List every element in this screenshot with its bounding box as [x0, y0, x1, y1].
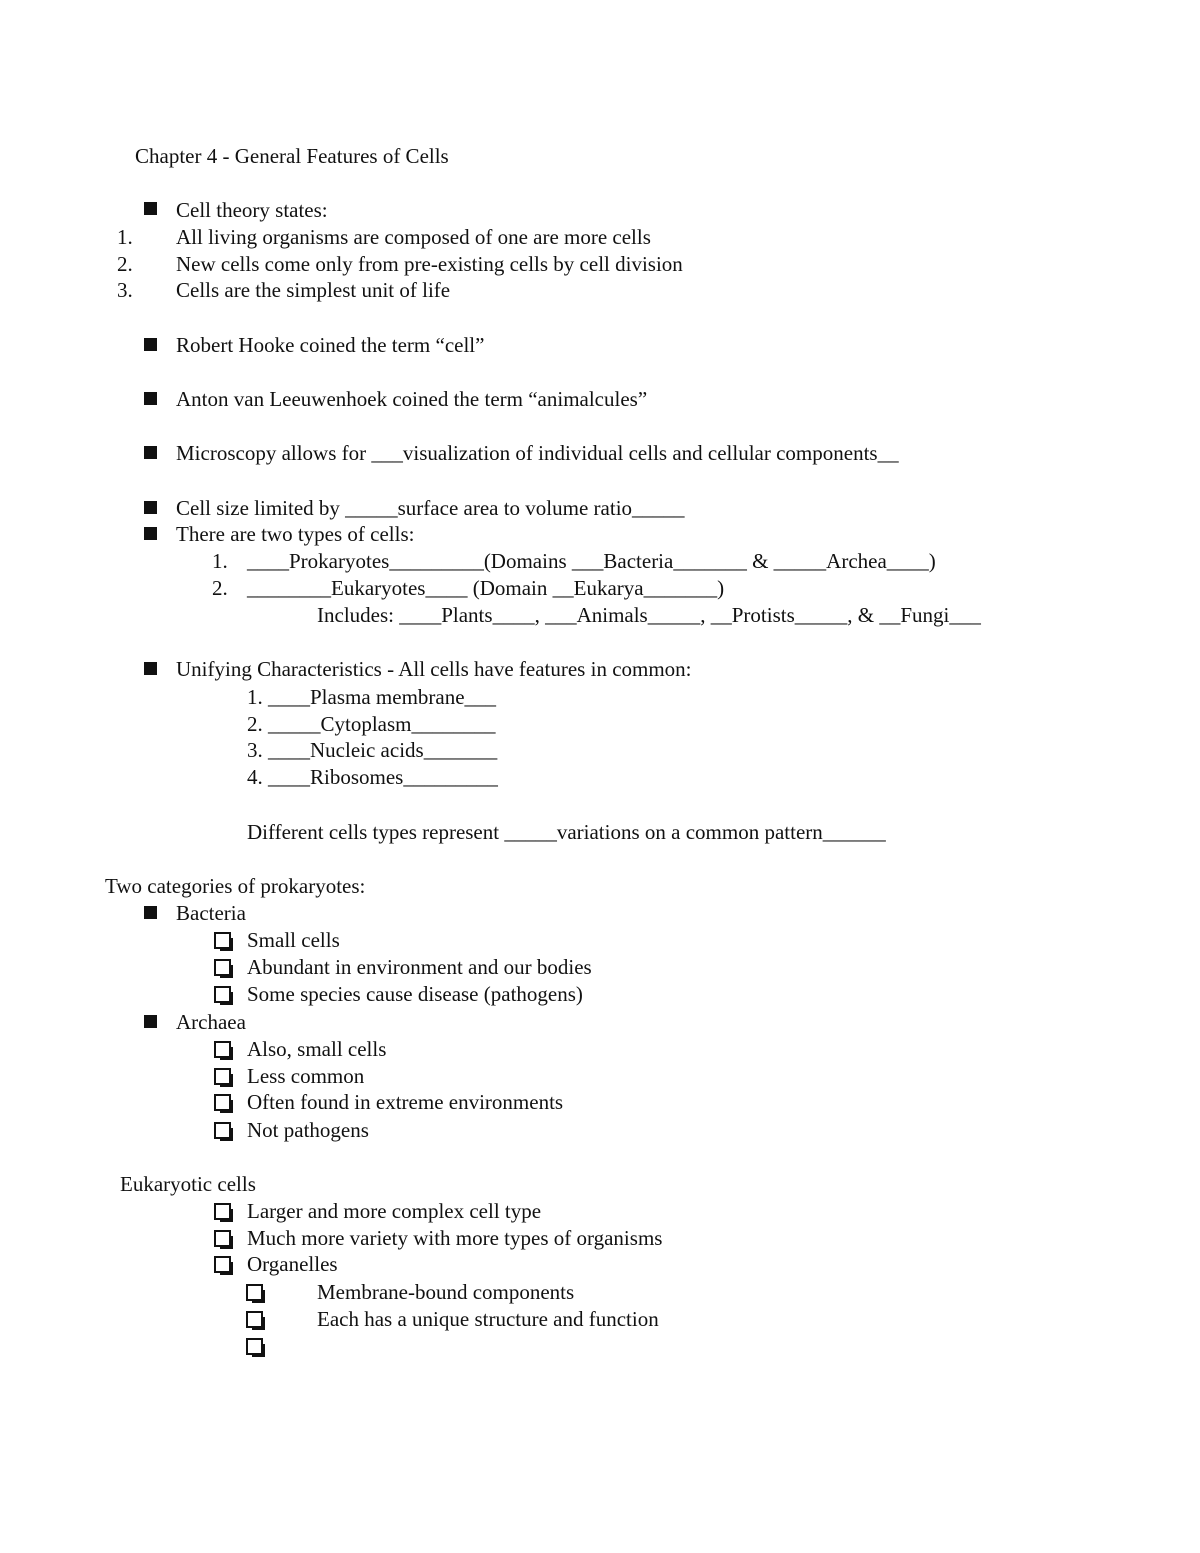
square-bullet-icon: [144, 1015, 157, 1028]
cell-type-item: ________Eukaryotes____ (Domain __Eukarya_______): [247, 576, 725, 600]
cell-theory-item: All living organisms are composed of one are more cells: [176, 225, 651, 249]
eukaryotic-heading: Eukaryotic cells: [120, 1172, 256, 1196]
unifying-item: 3. ____Nucleic acids_______: [247, 738, 498, 762]
square-bullet-icon: [144, 662, 157, 675]
cell-theory-item-number: 1.: [117, 225, 133, 249]
cell-theory-heading: Cell theory states:: [176, 198, 328, 222]
cell-type-item: ____Prokaryotes_________(Domains ___Bacteria_______ & _____Archea____): [247, 549, 936, 573]
archaea-item: Often found in extreme environments: [247, 1090, 564, 1114]
checkbox-bullet-icon: [246, 1311, 263, 1328]
unifying-item: 2. _____Cytoplasm________: [247, 712, 496, 736]
checkbox-bullet-icon: [214, 1068, 231, 1085]
cell-theory-item: New cells come only from pre-existing cells by cell division: [176, 252, 683, 276]
checkbox-bullet-icon: [214, 1041, 231, 1058]
square-bullet-icon: [144, 446, 157, 459]
square-bullet-icon: [144, 202, 157, 215]
square-bullet-icon: [144, 527, 157, 540]
archaea-label: Archaea: [176, 1010, 246, 1034]
unifying-note: Different cells types represent _____variations on a common pattern______: [247, 820, 886, 844]
unifying-heading: Unifying Characteristics - All cells have features in common:: [176, 657, 692, 681]
checkbox-bullet-icon: [214, 1203, 231, 1220]
square-bullet-icon: [144, 392, 157, 405]
cell-theory-item: Cells are the simplest unit of life: [176, 278, 451, 302]
unifying-item: 4. ____Ribosomes_________: [247, 765, 498, 789]
checkbox-bullet-icon: [214, 986, 231, 1003]
square-bullet-icon: [144, 501, 157, 514]
includes-line: Includes: ____Plants____, ___Animals_____, __Protists_____, & __Fungi___: [317, 603, 981, 627]
cell-size-fact: Cell size limited by _____surface area to volume ratio_____: [176, 496, 685, 520]
archaea-item: Not pathogens: [247, 1118, 369, 1142]
cell-theory-item-number: 2.: [117, 252, 133, 276]
bacteria-label: Bacteria: [176, 901, 246, 925]
microscopy-fact: Microscopy allows for ___visualization of individual cells and cellular components__: [176, 441, 899, 465]
checkbox-bullet-icon: [214, 959, 231, 976]
eukaryotic-item: Much more variety with more types of organisms: [247, 1226, 663, 1250]
cell-type-number: 2.: [212, 576, 228, 600]
eukaryotic-item: Organelles: [247, 1252, 338, 1276]
square-bullet-icon: [144, 906, 157, 919]
checkbox-bullet-icon: [214, 932, 231, 949]
cell-type-number: 1.: [212, 549, 228, 573]
chapter-title: Chapter 4 - General Features of Cells: [135, 144, 449, 168]
checkbox-bullet-icon: [246, 1284, 263, 1301]
unifying-item: 1. ____Plasma membrane___: [247, 685, 497, 709]
organelle-item: Membrane-bound components: [317, 1280, 575, 1304]
leeuwenhoek-fact: Anton van Leeuwenhoek coined the term “animalcules”: [176, 387, 648, 411]
checkbox-bullet-icon: [214, 1122, 231, 1139]
hooke-fact: Robert Hooke coined the term “cell”: [176, 333, 485, 357]
archaea-item: Less common: [247, 1064, 365, 1088]
prokaryotes-heading: Two categories of prokaryotes:: [105, 874, 366, 898]
checkbox-bullet-icon: [246, 1338, 263, 1355]
checkbox-bullet-icon: [214, 1094, 231, 1111]
bacteria-item: Small cells: [247, 928, 340, 952]
bacteria-item: Abundant in environment and our bodies: [247, 955, 592, 979]
cell-theory-item-number: 3.: [117, 278, 133, 302]
cell-types-heading: There are two types of cells:: [176, 522, 415, 546]
checkbox-bullet-icon: [214, 1230, 231, 1247]
archaea-item: Also, small cells: [247, 1037, 387, 1061]
organelle-item: Each has a unique structure and function: [317, 1307, 659, 1331]
square-bullet-icon: [144, 338, 157, 351]
eukaryotic-item: Larger and more complex cell type: [247, 1199, 542, 1223]
checkbox-bullet-icon: [214, 1256, 231, 1273]
bacteria-item: Some species cause disease (pathogens): [247, 982, 583, 1006]
